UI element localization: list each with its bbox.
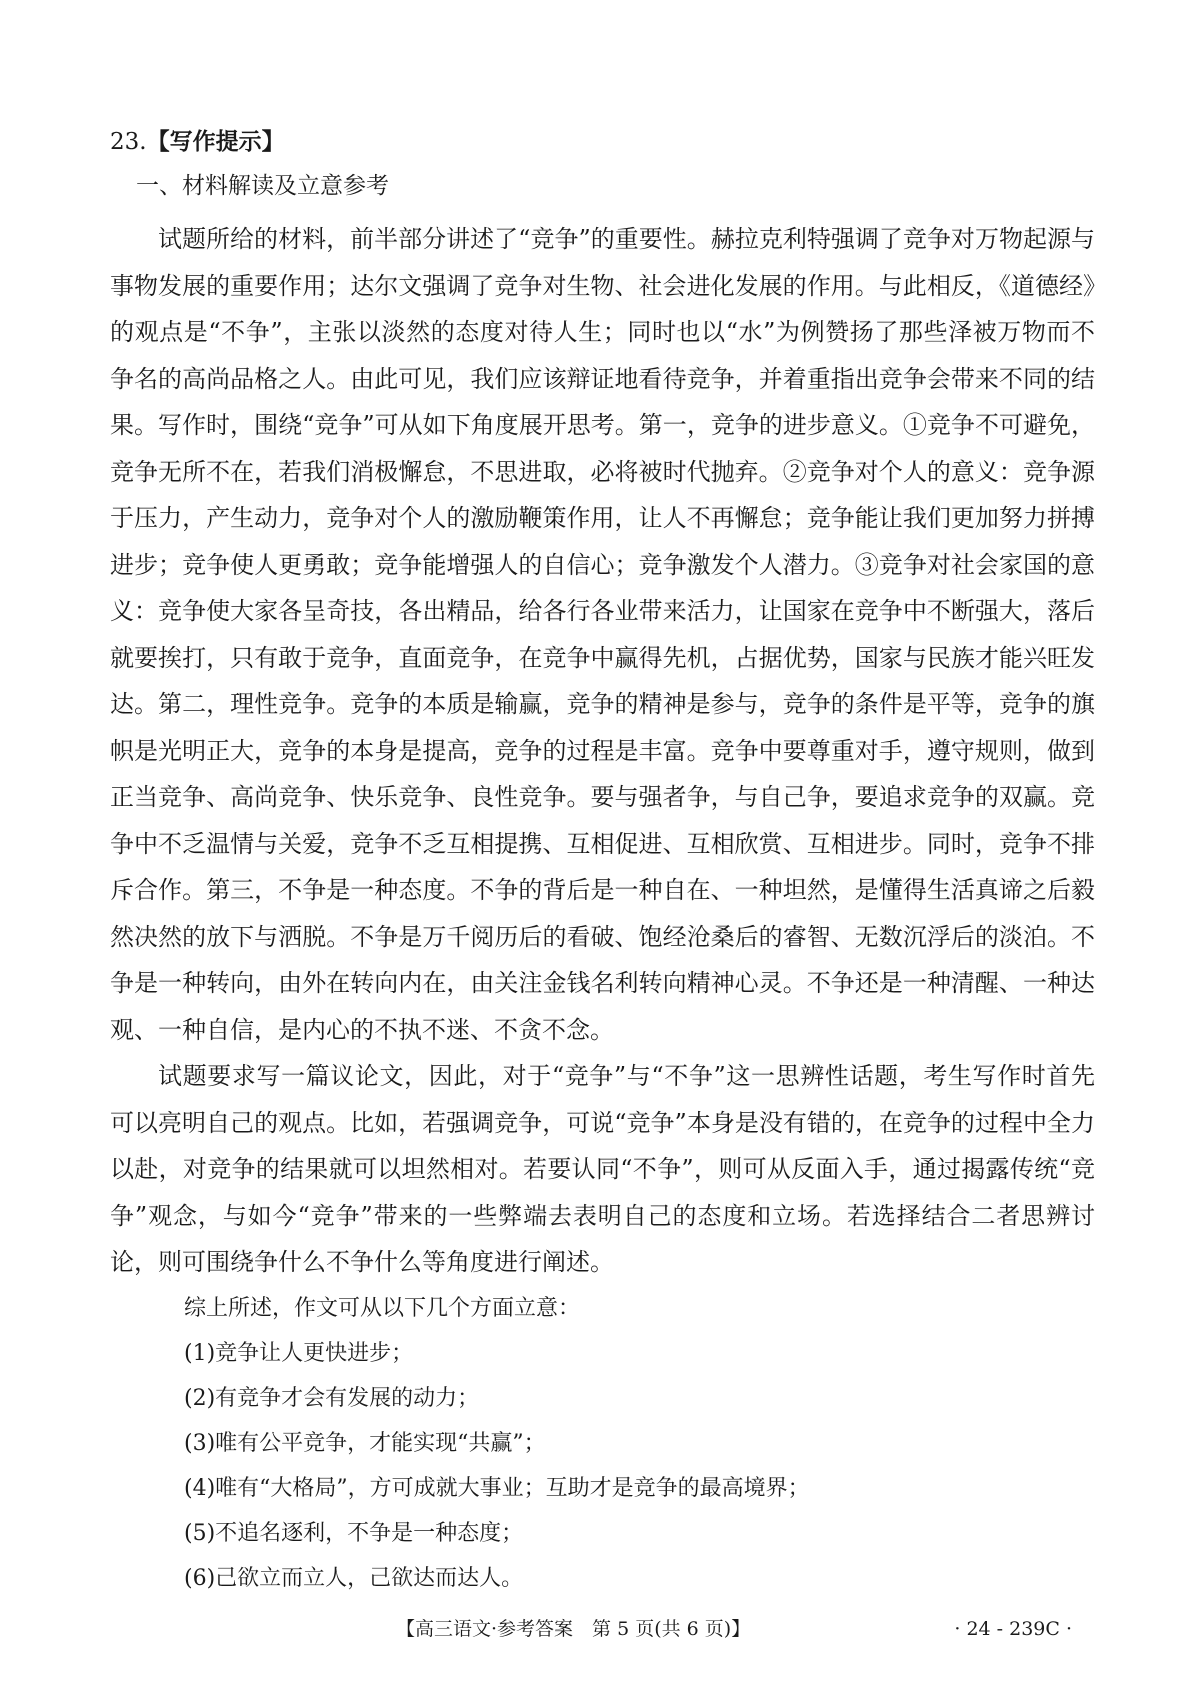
question-number: 23. <box>110 129 147 155</box>
list-item: (4)唯有“大格局”，方可成就大事业；互助才是竞争的最高境界； <box>184 1475 810 1501</box>
question-heading <box>110 122 1095 162</box>
list-item: (2)有竞争才会有发展的动力； <box>184 1385 480 1411</box>
page-footer <box>0 1614 1200 1644</box>
section-title: 一、材料解读及立意参考 <box>136 173 389 199</box>
body-paragraph: 试题要求写一篇议论文，因此，对于“竞争”与“不争”这一思辨性话题，考生写作时首先可以亮明自己的观点。比如，若强调竞争，可说“竞争”本身是没有错的，在竞争的过程中全力以赴，对竞争的结果就可以坦然相对。若要认同“不争”，则可从反面入手，通过揭露传统“竞争”观念，与如今“竞争”带来的一些弊端去表明自己的态度和立场。若选择结合二者思辨讨论，则可围绕争什么不争什么等角度进行阐述。 <box>110 1062 1095 1276</box>
footer-page-info: 【高三语文·参考答案 第 5 页(共 6 页)】 <box>396 1618 751 1640</box>
summary-line: 综上所述，作文可从以下几个方面立意： <box>184 1295 581 1321</box>
list-item: (1)竞争让人更快进步； <box>184 1340 414 1366</box>
body-paragraph: 试题所给的材料，前半部分讲述了“竞争”的重要性。赫拉克利特强调了竞争对万物起源与事物发展的重要作用；达尔文强调了竞争对生物、社会进化发展的作用。与此相反，《道德经》的观点是“不争”，主张以淡然的态度对待人生；同时也以“水”为例赞扬了那些泽被万物而不争名的高尚品格之人。由此可见，我们应该辩证地看待竞争，并着重指出竞争会带来不同的结果。写作时，围绕“竞争”可从如下角度展开思考。第一，竞争的进步意义。①竞争不可避免，竞争无所不在，若我们消极懈怠，不思进取，必将被时代抛弃。②竞争对个人的意义：竞争源于压力，产生动力，竞争对个人的激励鞭策作用，让人不再懈怠；竞争能让我们更加努力拼搏进步；竞争使人更勇敢；竞争能增强人的自信心；竞争激发个人潜力。③竞争对社会家国的意义：竞争使大家各呈奇技，各出精品，给各行各业带来活力，让国家在竞争中不断强大，落后就要挨打，只有敢于竞争，直面竞争，在竞争中赢得先机，占据优势，国家与民族才能兴旺发达。第二，理性竞争。竞争的本质是输赢，竞争的精神是参与，竞争的条件是平等，竞争的旗帜是光明正大，竞争的本身是提高，竞争的过程是丰富。竞争中要尊重对手，遵守规则，做到正当竞争、高尚竞争、快乐竞争、良性竞争。要与强者争，与自己争，要追求竞争的双赢。竞争中不乏温情与关爱，竞争不乏互相提携、互相促进、互相欣赏、互相进步。同时，竞争不排斥合作。第三，不争是一种态度。不争的背后是一种自在、一种坦然，是懂得生活真谛之后毅然决然的放下与洒脱。不争是万千阅历后的看破、饱经沧桑后的睿智、无数沉浮后的淡泊。不争是一种转向，由外在转向内在，由关注金钱名利转向精神心灵。不争还是一种清醒、一种达观、一种自信，是内心的不执不迷、不贪不念。 <box>110 225 1095 1044</box>
idea-list <box>110 1331 1095 1601</box>
list-item: (5)不追名逐利，不争是一种态度； <box>184 1520 524 1546</box>
footer-exam-code: · 24 - 239C · <box>954 1618 1072 1640</box>
answer-page <box>110 122 1095 1601</box>
list-item: (6)己欲立而立人，己欲达而达人。 <box>184 1565 524 1591</box>
question-heading-label: 【写作提示】 <box>146 128 285 155</box>
list-item: (3)唯有公平竞争，才能实现“共赢”； <box>184 1430 546 1456</box>
